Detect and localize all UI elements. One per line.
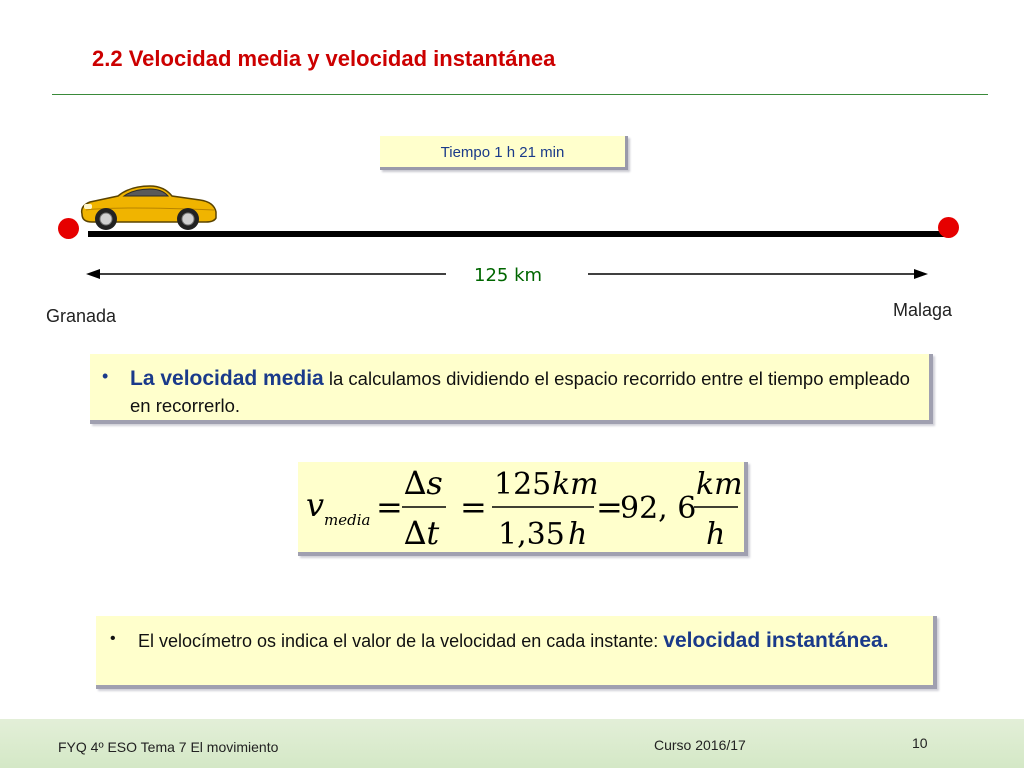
formula-subscript: media — [324, 511, 371, 529]
time-label-box: Tiempo 1 h 21 min — [380, 136, 628, 170]
origin-city-label: Granada — [46, 306, 117, 326]
formula-equals-1: = — [376, 488, 403, 526]
definition-body: la calculamos dividiendo el espacio recorrido entre el tiempo empleado en recorrerlo. — [130, 368, 910, 416]
title-divider — [52, 94, 988, 95]
formula-delta-s: ∆s — [404, 464, 443, 502]
footer-year: Curso 2016/17 — [654, 737, 746, 753]
page-number: 10 — [912, 735, 928, 751]
average-velocity-formula — [298, 462, 744, 552]
speedometer-body: El velocímetro os indica el valor de la velocidad en cada instante: — [138, 631, 664, 651]
formula-num-unit: km — [552, 467, 599, 502]
formula-result-unit-den: h — [706, 517, 726, 552]
destination-city-label: Malaga — [893, 300, 953, 320]
bullet-marker: • — [102, 366, 109, 386]
definition-text — [130, 365, 925, 419]
car-image — [78, 180, 220, 232]
slide-title: 2.2 Velocidad media y velocidad instantánea — [92, 46, 556, 71]
speedometer-text — [138, 626, 928, 656]
speedometer-emphasis: velocidad instantánea. — [663, 629, 889, 652]
definition-box — [90, 354, 933, 424]
formula-result: 92, 6 — [620, 491, 697, 526]
distance-label: 125 km — [474, 265, 543, 286]
formula-v: v — [306, 486, 325, 524]
definition-emphasis: La velocidad media — [130, 367, 324, 390]
formula-result-unit-num: km — [696, 467, 743, 502]
formula-box — [298, 462, 748, 556]
footer-course: FYQ 4º ESO Tema 7 El movimiento — [58, 739, 279, 755]
origin-marker-dot — [58, 218, 79, 239]
formula-den-value: 1,35 — [498, 517, 565, 552]
formula-equals-2: = — [460, 488, 487, 526]
speedometer-box — [96, 616, 937, 689]
formula-den-unit: h — [568, 517, 588, 552]
formula-delta-t: ∆t — [404, 514, 440, 552]
destination-marker-dot — [938, 217, 959, 238]
formula-num-value: 125 — [494, 467, 552, 502]
formula-equals-3: = — [596, 488, 623, 526]
bullet-marker: • — [110, 630, 116, 647]
